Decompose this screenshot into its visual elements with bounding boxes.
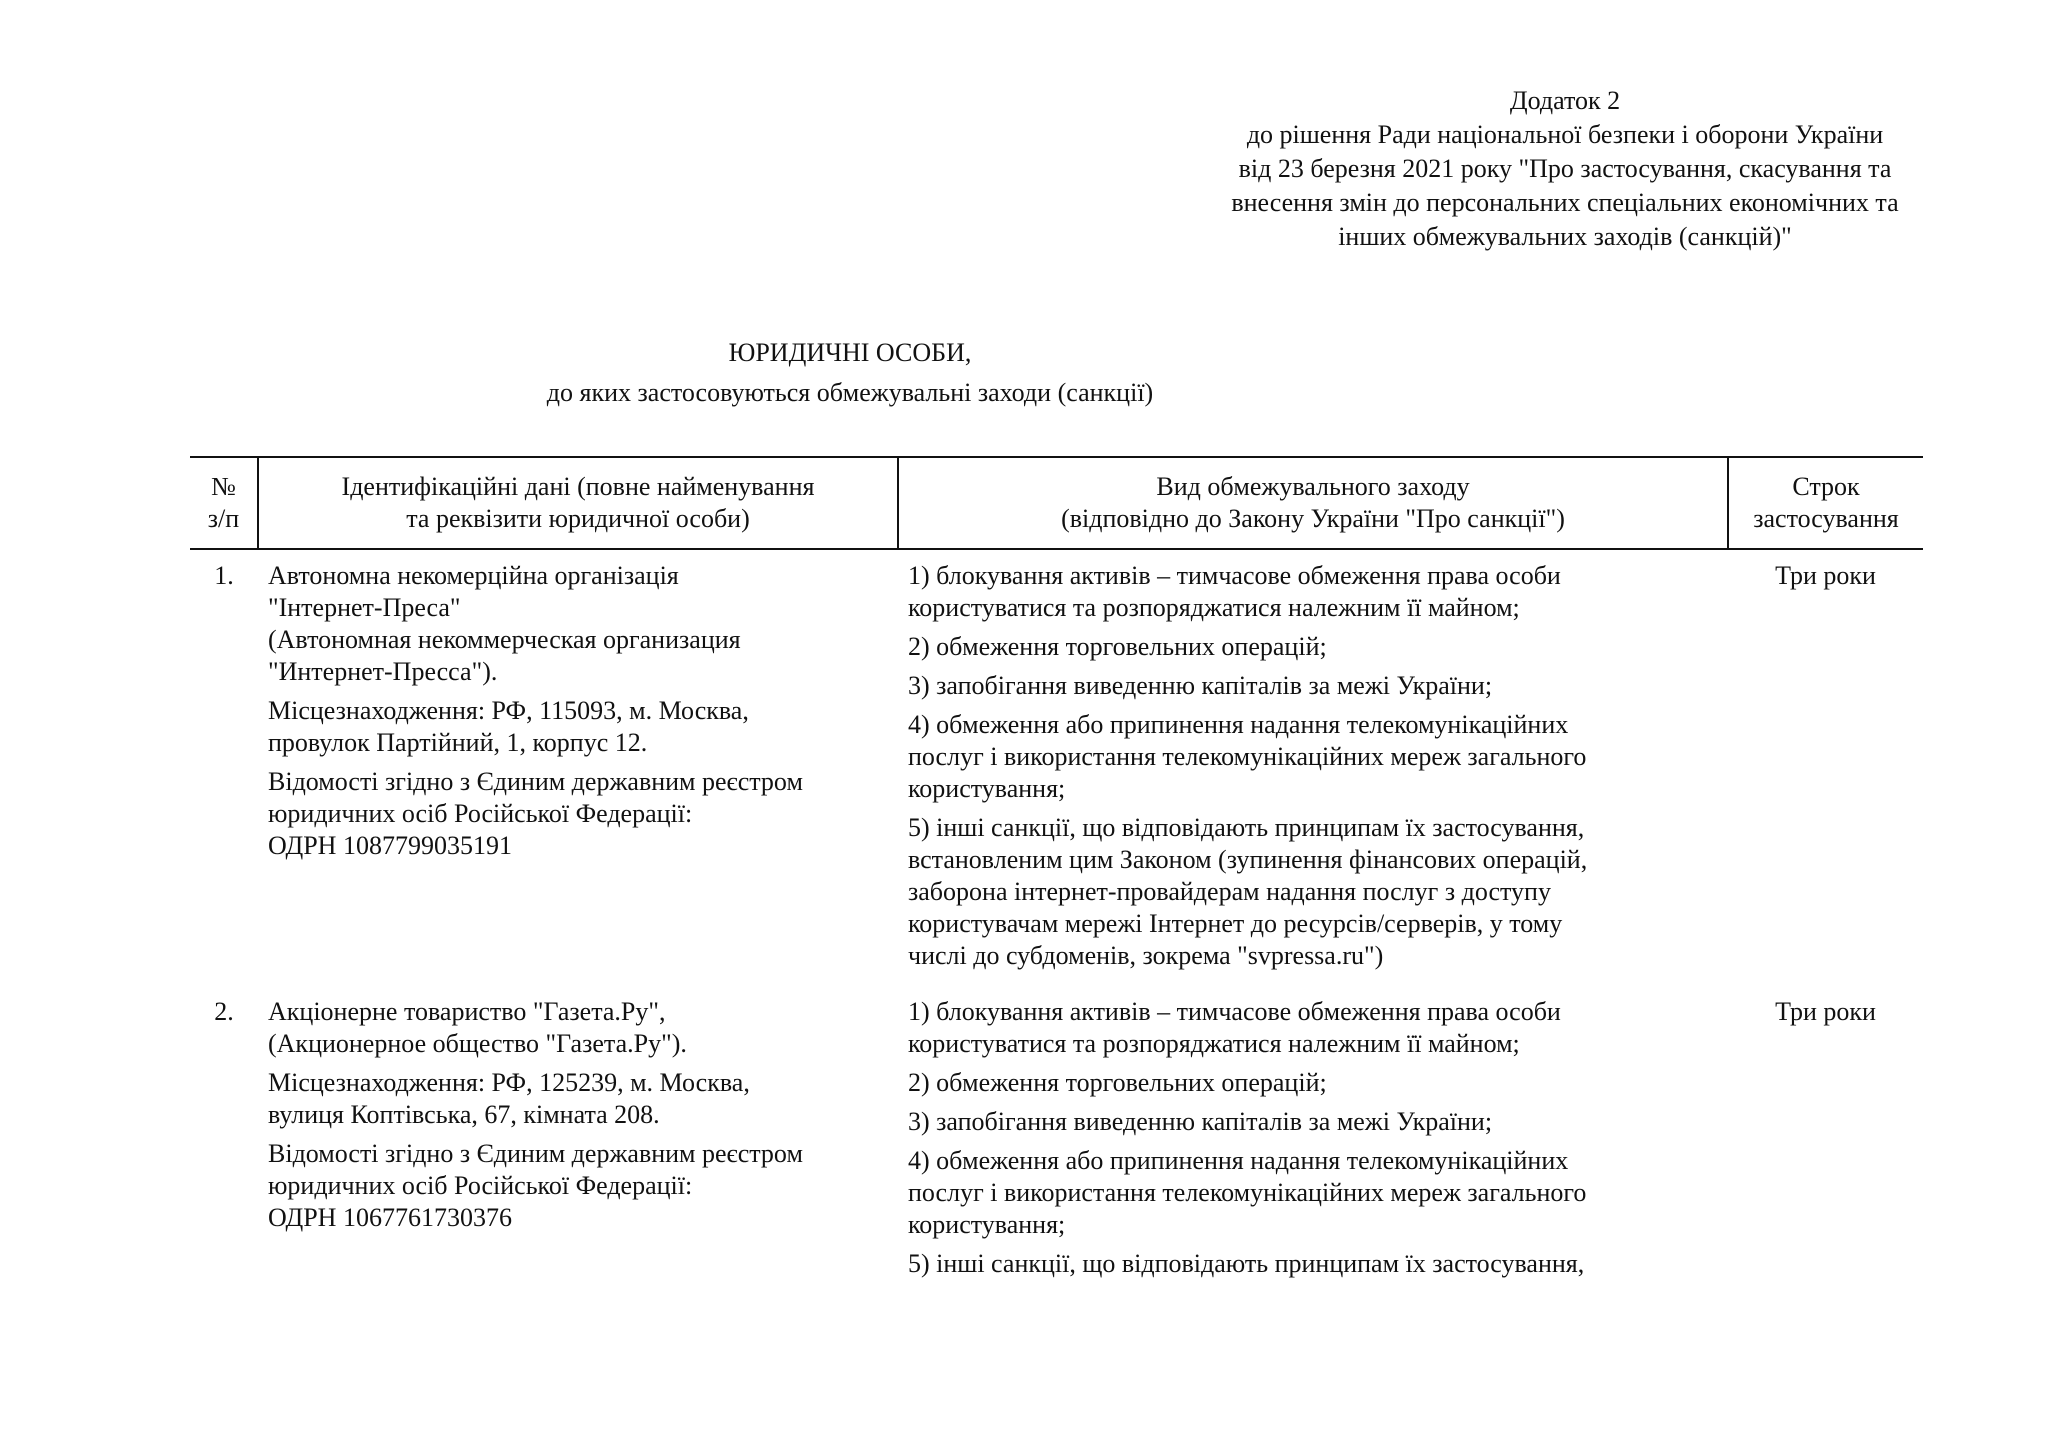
text-line: 3) запобігання виведенню капіталів за межі України; xyxy=(908,1107,1493,1136)
header-term xyxy=(1728,457,1923,549)
header-line: Ідентифікаційні дані (повне найменування xyxy=(341,472,815,501)
measure-item xyxy=(908,560,1718,624)
text-line: Відомості згідно з Єдиним державним реєстром xyxy=(268,767,803,796)
measure-item xyxy=(908,1145,1718,1241)
header-number xyxy=(190,457,258,549)
annex-reference xyxy=(1180,84,1950,254)
entity-registry xyxy=(268,766,888,862)
text-line: "Інтернет-Преса" xyxy=(268,593,461,622)
table-header-row xyxy=(190,457,1923,549)
header-line: з/п xyxy=(207,504,240,533)
text-line: Місцезнаходження: РФ, 125239, м. Москва, xyxy=(268,1068,750,1097)
text-line: 1) блокування активів – тимчасове обмеження права особи xyxy=(908,561,1561,590)
header-line: та реквізити юридичної особи) xyxy=(406,504,750,533)
document-subtitle: до яких застосовуються обмежувальні заходи (санкції) xyxy=(546,378,1154,407)
header-line: Вид обмежувального заходу xyxy=(1156,472,1470,501)
text-line: вулиця Коптівська, 67, кімната 208. xyxy=(268,1100,660,1129)
entity-location xyxy=(268,1067,888,1131)
text-line: (Акционерное общество "Газета.Ру"). xyxy=(268,1029,687,1058)
text-line: Відомості згідно з Єдиним державним реєстром xyxy=(268,1139,803,1168)
text-line: користування; xyxy=(908,774,1066,803)
entity-name xyxy=(268,996,888,1060)
text-line: заборона інтернет-провайдерам надання послуг з доступу xyxy=(908,877,1551,906)
text-line: послуг і використання телекомунікаційних мереж загального xyxy=(908,1178,1587,1207)
row-number: 1. xyxy=(214,561,234,590)
table-row xyxy=(190,988,1923,1280)
text-line: Автономна некомерційна організація xyxy=(268,561,679,590)
header-measure xyxy=(898,457,1728,549)
header-line: застосування xyxy=(1753,504,1899,533)
header-line: № xyxy=(211,472,236,501)
sanction-measures xyxy=(898,988,1728,1280)
annex-line: Додаток 2 xyxy=(1509,86,1621,115)
text-line: послуг і використання телекомунікаційних мереж загального xyxy=(908,742,1587,771)
text-line: користуватися та розпоряджатися належним її майном; xyxy=(908,593,1520,622)
text-line: користувачам мережі Інтернет до ресурсів/серверів, у тому xyxy=(908,909,1563,938)
text-line: 5) інші санкції, що відповідають принципам їх застосування, xyxy=(908,1249,1585,1278)
entity-location xyxy=(268,695,888,759)
header-line: Строк xyxy=(1792,472,1860,501)
sanction-measures xyxy=(898,549,1728,988)
header-line: (відповідно до Закону України "Про санкції") xyxy=(1061,504,1565,533)
measure-item xyxy=(908,996,1718,1060)
text-line: 1) блокування активів – тимчасове обмеження права особи xyxy=(908,997,1561,1026)
sanction-term: Три роки xyxy=(1775,997,1876,1026)
measure-item xyxy=(908,709,1718,805)
measure-item xyxy=(908,631,1718,663)
entity-name xyxy=(268,560,888,688)
text-line: 4) обмеження або припинення надання телекомунікаційних xyxy=(908,1146,1569,1175)
text-line: ОДРН 1067761730376 xyxy=(268,1203,512,1232)
sanction-term: Три роки xyxy=(1775,561,1876,590)
annex-line: до рішення Ради національної безпеки і оборони України xyxy=(1246,120,1884,149)
text-line: юридичних осіб Російської Федерації: xyxy=(268,799,693,828)
entity-registry xyxy=(268,1138,888,1234)
text-line: (Автономная некоммерческая организация xyxy=(268,625,741,654)
measure-item xyxy=(908,1248,1718,1280)
annex-line: інших обмежувальних заходів (санкцій)" xyxy=(1338,222,1792,251)
annex-line: внесення змін до персональних спеціальних економічних та xyxy=(1231,188,1899,217)
text-line: 2) обмеження торговельних операцій; xyxy=(908,632,1327,661)
document-title: ЮРИДИЧНІ ОСОБИ, xyxy=(728,338,972,367)
text-line: користування; xyxy=(908,1210,1066,1239)
text-line: числі до субдоменів, зокрема "svpressa.ru") xyxy=(908,941,1384,970)
text-line: юридичних осіб Російської Федерації: xyxy=(268,1171,693,1200)
measure-item xyxy=(908,1067,1718,1099)
text-line: Акціонерне товариство "Газета.Ру", xyxy=(268,997,666,1026)
sanctions-table xyxy=(190,456,1923,1280)
text-line: користуватися та розпоряджатися належним її майном; xyxy=(908,1029,1520,1058)
entity-identification xyxy=(258,549,898,988)
text-line: встановленим цим Законом (зупинення фінансових операцій, xyxy=(908,845,1588,874)
text-line: 5) інші санкції, що відповідають принципам їх застосування, xyxy=(908,813,1585,842)
table-row xyxy=(190,549,1923,988)
text-line: провулок Партійний, 1, корпус 12. xyxy=(268,728,648,757)
row-number: 2. xyxy=(214,997,234,1026)
text-line: "Интернет-Пресса"). xyxy=(268,657,498,686)
entity-identification xyxy=(258,988,898,1280)
measure-item xyxy=(908,1106,1718,1138)
text-line: 2) обмеження торговельних операцій; xyxy=(908,1068,1327,1097)
text-line: 4) обмеження або припинення надання телекомунікаційних xyxy=(908,710,1569,739)
header-identification xyxy=(258,457,898,549)
document-heading xyxy=(0,333,1700,413)
annex-line: від 23 березня 2021 року "Про застосування, скасування та xyxy=(1238,154,1892,183)
text-line: 3) запобігання виведенню капіталів за межі України; xyxy=(908,671,1493,700)
text-line: ОДРН 1087799035191 xyxy=(268,831,512,860)
measure-item xyxy=(908,670,1718,702)
measure-item xyxy=(908,812,1718,972)
text-line: Місцезнаходження: РФ, 115093, м. Москва, xyxy=(268,696,749,725)
